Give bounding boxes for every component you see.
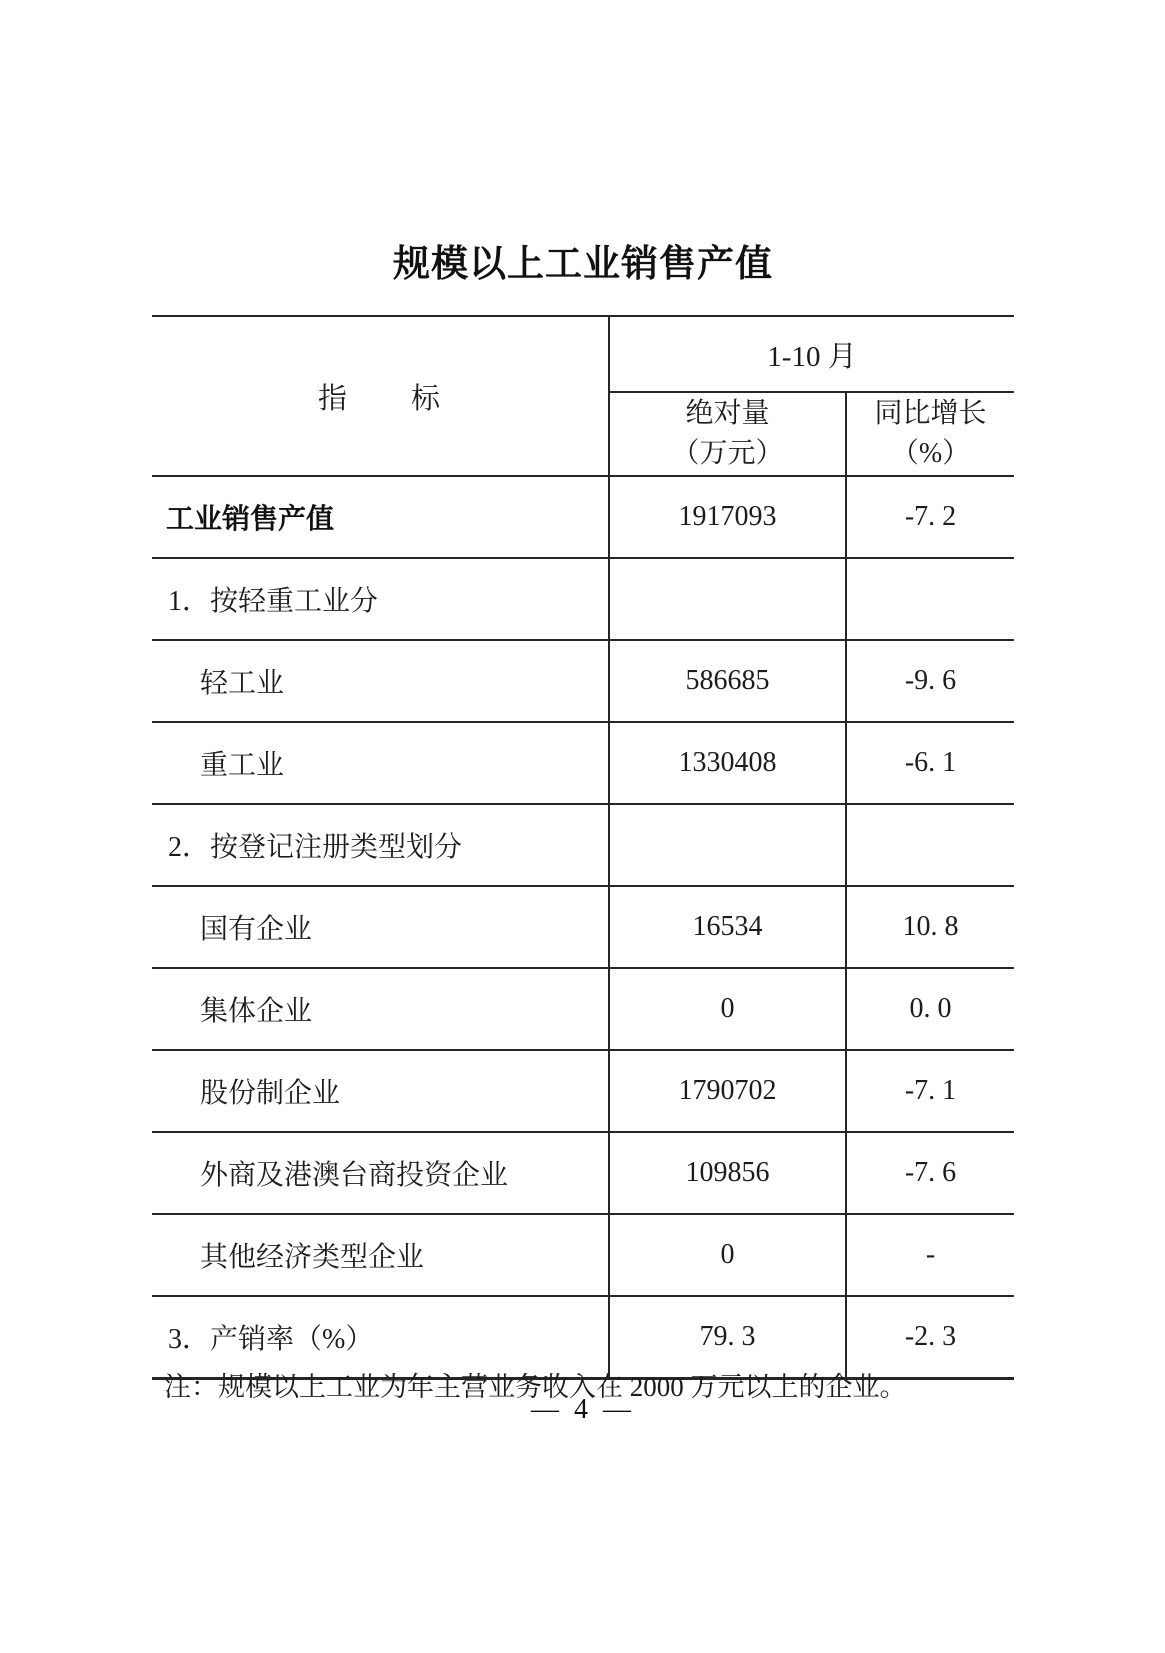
row-growth-value: 10. 8 <box>846 886 1014 968</box>
row-growth-value: 0. 0 <box>846 968 1014 1050</box>
header-row-period <box>152 316 1014 392</box>
table-row <box>152 804 1014 886</box>
header-indicator: 指 标 <box>152 316 609 476</box>
row-growth-value <box>846 804 1014 886</box>
row-growth-value: -7. 6 <box>846 1132 1014 1214</box>
table-row <box>152 476 1014 558</box>
row-absolute-value: 1917093 <box>609 476 846 558</box>
table-row <box>152 1214 1014 1296</box>
header-absolute-line2: （万元） <box>671 438 784 469</box>
table-header <box>152 316 1014 476</box>
industrial-sales-table <box>152 315 1014 1380</box>
row-label: 轻工业 <box>152 640 609 722</box>
row-label: 重工业 <box>152 722 609 804</box>
row-label: 其他经济类型企业 <box>152 1214 609 1296</box>
page-title: 规模以上工业销售产值 <box>393 243 773 284</box>
row-growth-value: -9. 6 <box>846 640 1014 722</box>
table-row <box>152 886 1014 968</box>
table-row <box>152 968 1014 1050</box>
row-label: 2．按登记注册类型划分 <box>152 804 609 886</box>
row-growth-value <box>846 558 1014 640</box>
row-absolute-value: 0 <box>609 1214 846 1296</box>
header-yoy-growth <box>846 392 1014 476</box>
row-growth-value: -7. 2 <box>846 476 1014 558</box>
row-label: 3．产销率（%） <box>152 1296 609 1379</box>
table-row <box>152 558 1014 640</box>
row-absolute-value: 79. 3 <box>609 1296 846 1379</box>
row-label: 集体企业 <box>152 968 609 1050</box>
row-absolute-value <box>609 558 846 640</box>
row-growth-value: -7. 1 <box>846 1050 1014 1132</box>
row-growth-value: - <box>846 1214 1014 1296</box>
table-row <box>152 722 1014 804</box>
row-absolute-value: 1790702 <box>609 1050 846 1132</box>
header-absolute-line1: 绝对量 <box>685 398 770 429</box>
row-growth-value: -2. 3 <box>846 1296 1014 1379</box>
header-growth-line1: 同比增长 <box>874 398 987 429</box>
row-label: 工业销售产值 <box>152 476 609 558</box>
row-label: 1．按轻重工业分 <box>152 558 609 640</box>
table-row <box>152 1132 1014 1214</box>
header-growth-line2: （%） <box>890 438 971 469</box>
table-row <box>152 640 1014 722</box>
header-period: 1-10 月 <box>609 316 1014 392</box>
row-absolute-value: 109856 <box>609 1132 846 1214</box>
row-label: 外商及港澳台商投资企业 <box>152 1132 609 1214</box>
row-growth-value: -6. 1 <box>846 722 1014 804</box>
row-label: 国有企业 <box>152 886 609 968</box>
row-absolute-value: 1330408 <box>609 722 846 804</box>
page-number: — 4 — <box>531 1394 635 1425</box>
row-absolute-value: 586685 <box>609 640 846 722</box>
header-absolute-amount <box>609 392 846 476</box>
table-row <box>152 1050 1014 1132</box>
row-absolute-value: 0 <box>609 968 846 1050</box>
table-note: 注：规模以上工业为年主营业务收入在 2000 万元以上的企业。 <box>164 1372 907 1402</box>
row-absolute-value <box>609 804 846 886</box>
row-absolute-value: 16534 <box>609 886 846 968</box>
row-label: 股份制企业 <box>152 1050 609 1132</box>
table-body <box>152 476 1014 1379</box>
